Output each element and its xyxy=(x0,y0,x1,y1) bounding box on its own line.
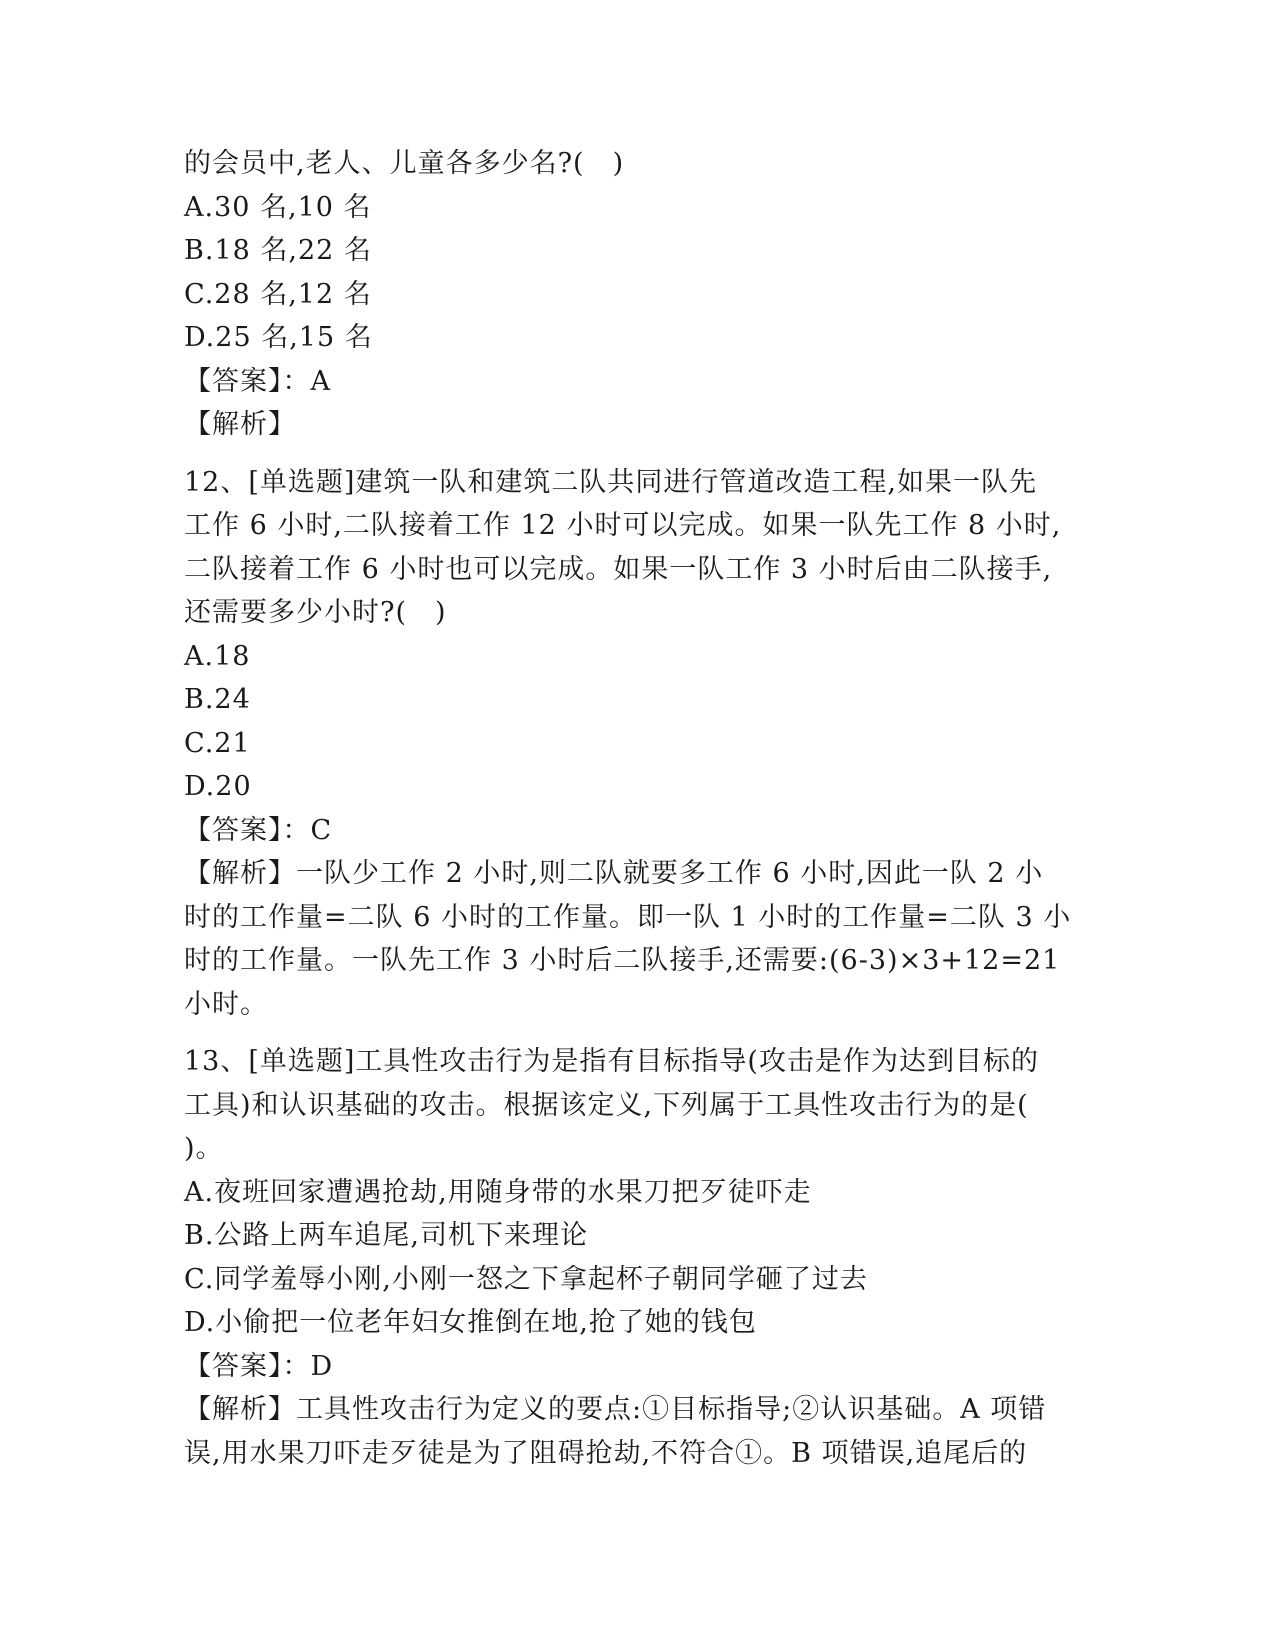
option-b: B.公路上两车追尾,司机下来理论 xyxy=(184,1220,589,1251)
analysis-line: 【解析】工具性攻击行为定义的要点:①目标指导;②认识基础。A 项错 xyxy=(184,1394,1047,1425)
question-stem-line: 工具)和认识基础的攻击。根据该定义,下列属于工具性攻击行为的是( xyxy=(184,1089,1029,1121)
analysis-line: 时的工作量。一队先工作 3 小时后二队接手,还需要:(6-3)×3+12=21 xyxy=(184,945,1061,976)
analysis-line: 误,用水果刀吓走歹徒是为了阻碍抢劫,不符合①。B 项错误,追尾后的 xyxy=(184,1437,1028,1469)
answer-line: 【答案】：A xyxy=(184,365,331,397)
question-12 xyxy=(184,461,1072,1027)
option-c: C.21 xyxy=(184,727,251,759)
option-a: A.夜班回家遭遇抢劫,用随身带的水果刀把歹徒吓走 xyxy=(184,1176,812,1208)
question-stem-line: 二队接着工作 6 小时也可以完成。如果一队工作 3 小时后由二队接手, xyxy=(184,553,1053,585)
analysis-line: 【解析】一队少工作 2 小时,则二队就要多工作 6 小时,因此一队 2 小 xyxy=(184,858,1044,889)
option-a: A.30 名,10 名 xyxy=(184,191,372,223)
option-b: B.24 xyxy=(184,684,251,715)
question-stem-line: 还需要多少小时?( ) xyxy=(184,597,447,628)
question-separator xyxy=(184,447,1064,461)
question-separator xyxy=(184,1026,1064,1040)
option-d: D.小偷把一位老年妇女推倒在地,抢了她的钱包 xyxy=(184,1307,757,1338)
question-13 xyxy=(184,1040,1064,1475)
question-stem-line: 的会员中,老人、儿童各多少名?( ) xyxy=(184,148,625,179)
analysis-line: 时的工作量=二队 6 小时的工作量。即一队 1 小时的工作量=二队 3 小 xyxy=(184,901,1072,933)
option-d: D.25 名,15 名 xyxy=(184,322,373,353)
answer-line: 【答案】：D xyxy=(184,1350,334,1382)
question-stem-line: 12、[单选题]建筑一队和建筑二队共同进行管道改造工程,如果一队先 xyxy=(184,466,1038,498)
analysis-line: 【解析】 xyxy=(184,409,296,440)
question-11 xyxy=(184,142,1064,447)
answer-line: 【答案】：C xyxy=(184,814,333,846)
option-d: D.20 xyxy=(184,771,252,802)
question-stem-line: 工作 6 小时,二队接着工作 12 小时可以完成。如果一队先工作 8 小时, xyxy=(184,510,1062,541)
question-stem-line: 13、[单选题]工具性攻击行为是指有目标指导(攻击是作为达到目标的 xyxy=(184,1046,1039,1077)
option-c: C.28 名,12 名 xyxy=(184,278,372,310)
document-content xyxy=(184,142,1072,1475)
option-a: A.18 xyxy=(184,640,251,672)
option-c: C.同学羞辱小刚,小刚一怒之下拿起杯子朝同学砸了过去 xyxy=(184,1263,868,1295)
analysis-line: 小时。 xyxy=(184,988,268,1020)
question-stem-line: )。 xyxy=(184,1133,224,1164)
option-b: B.18 名,22 名 xyxy=(184,235,372,266)
